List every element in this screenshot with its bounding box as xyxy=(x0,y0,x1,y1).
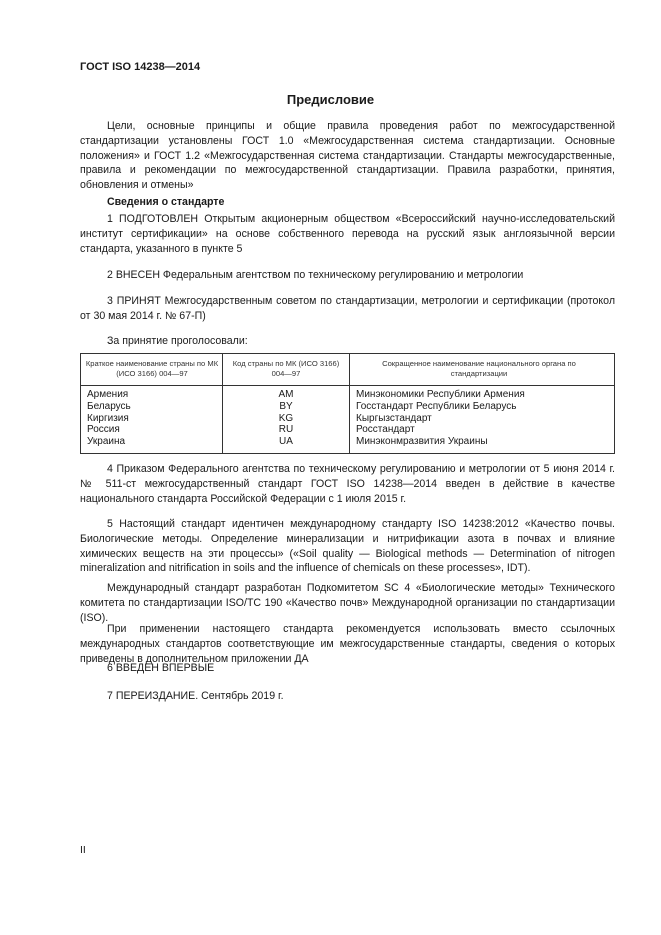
table-cell-code: AM xyxy=(278,389,294,400)
table-header-country: Краткое наименование страны по МК (ИСО 3166) 004—97 xyxy=(85,359,219,378)
table-cell-country: Беларусь xyxy=(87,400,131,412)
table-cell-code: RU xyxy=(278,424,294,436)
table-cell-body: Росстандарт xyxy=(356,424,415,436)
table-cell-body: Кыргызстандарт xyxy=(356,412,432,424)
table-column-country xyxy=(87,389,131,448)
table-cell-body: Госстандарт Республики Беларусь xyxy=(356,400,517,412)
table-cell-body: Минэконмразвития Украины xyxy=(356,436,488,448)
item-6-paragraph: 6 ВВЕДЕН ВПЕРВЫЕ xyxy=(107,662,215,674)
table-column-code xyxy=(223,389,349,448)
item-5-paragraph-3: При применении настоящего стандарта рекомендуется использовать вместо ссылочных международных стандартов соответствующие им межгосударственные стандарты, сведения о которых приведены в дополнительном приложении ДА xyxy=(80,623,615,665)
item-4-paragraph: 4 Приказом Федерального агентства по техническому регулированию и метрологии от 5 июня 2014 г. № 511-ст межгосударственный стандарт ГОСТ ISO 14238—2014 введен в действие в качестве национального стандарта Российской Федерации с 1 июля 2015 г. xyxy=(80,463,615,505)
intro-paragraph: Цели, основные принципы и общие правила проведения работ по межгосударственной стандартизации установлены ГОСТ 1.0 «Межгосударственная система стандартизации. Основные положения» и ГОСТ 1.2 «Межгосударственная система стандартизации. Стандарты межгосударственные, правила и рекомендации по межгосударственной стандартизации. Правила разработки, принятия, обновления и отмены» xyxy=(80,120,615,192)
table-cell-country: Украина xyxy=(87,436,126,448)
table-cell-country: Россия xyxy=(87,424,120,436)
table-cell-code: UA xyxy=(279,436,293,448)
table-cell-country: Киргизия xyxy=(87,412,129,424)
vote-label: За принятие проголосовали: xyxy=(107,335,248,347)
item-1-paragraph: 1 ПОДГОТОВЛЕН Открытым акционерным обществом «Всероссийский научно-исследовательский институт сертификации» на основе собственного перевода на русский язык англоязычной версии стандарта, указанного в пункте 5 xyxy=(80,213,615,255)
item-5-paragraph: 5 Настоящий стандарт идентичен международному стандарту ISO 14238:2012 «Качество почвы. Биологические методы. Определение минерализации и нитрификации азота в почвах и влияние химических веществ на эти процессы» («Soil quality — Biological methods — Determination of nitrogen mineralization and nitrification in soils and the influence of chemicals on these processes», IDT). xyxy=(80,518,615,575)
member-states-table xyxy=(80,353,615,454)
table-divider xyxy=(349,354,350,453)
page-title: Предисловие xyxy=(286,92,375,107)
section-subtitle: Сведения о стандарте xyxy=(107,196,225,208)
table-header-code: Код страны по МК (ИСО 3166) 004—97 xyxy=(232,359,340,378)
table-header-body: Сокращенное наименование национального органа по стандартизации xyxy=(382,359,576,378)
item-7-paragraph: 7 ПЕРЕИЗДАНИЕ. Сентябрь 2019 г. xyxy=(107,690,284,702)
item-5-paragraph-2: Международный стандарт разработан Подкомитетом SC 4 «Биологические методы» Технического комитета по стандартизации ISO/TC 190 «Качество почв» Международной организации по стандартизации (ISO). xyxy=(80,582,615,624)
table-cell-code: KG xyxy=(278,412,294,424)
page-number: II xyxy=(80,844,86,856)
item-3-paragraph: 3 ПРИНЯТ Межгосударственным советом по стандартизации, метрологии и сертификации (протокол от 30 мая 2014 г. № 67-П) xyxy=(80,295,615,322)
table-cell-body: Минэкономики Республики Армения xyxy=(356,389,525,400)
table-column-body xyxy=(356,389,525,448)
table-cell-code: BY xyxy=(279,400,293,412)
document-code: ГОСТ ISO 14238—2014 xyxy=(80,61,201,73)
table-header-divider xyxy=(81,385,614,386)
item-2-paragraph: 2 ВНЕСЕН Федеральным агентством по техническому регулированию и метрологии xyxy=(107,269,524,281)
table-cell-country: Армения xyxy=(87,389,129,400)
